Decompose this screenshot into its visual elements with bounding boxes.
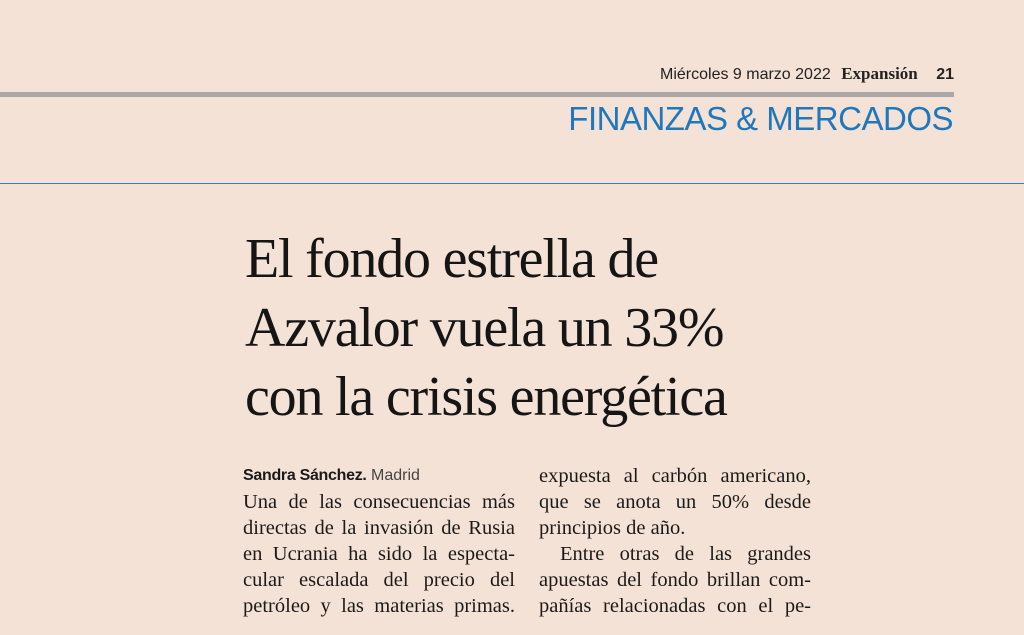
author-name: Sandra Sánchez. — [243, 467, 367, 484]
section-divider — [0, 183, 1024, 184]
body-line: en Ucrania ha sido la especta- — [243, 543, 515, 565]
newspaper-brand: Expansión — [841, 64, 918, 83]
article-column-right — [539, 463, 811, 619]
header-divider — [0, 92, 954, 97]
body-line: pañías relacionadas con el pe- — [539, 595, 811, 617]
body-line: principios de año. — [539, 517, 686, 539]
page-header — [660, 64, 954, 84]
body-line: Entre otras de las grandes — [560, 543, 811, 565]
body-line: apuestas del fondo brillan com- — [539, 569, 811, 591]
body-line: que se anota un 50% desde — [539, 491, 811, 513]
headline-line: Azvalor vuela un 33% — [245, 297, 724, 359]
article-headline — [245, 225, 865, 432]
dateline-location: Madrid — [371, 467, 420, 484]
byline — [243, 463, 515, 489]
page-number: 21 — [936, 66, 954, 83]
body-line: expuesta al carbón americano, — [539, 465, 811, 487]
body-line: directas de la invasión de Rusia — [243, 517, 515, 539]
body-line: petróleo y las materias primas. — [243, 595, 515, 617]
headline-line: El fondo estrella de — [245, 228, 658, 290]
issue-date: Miércoles 9 marzo 2022 — [660, 66, 831, 83]
section-title: FINANZAS & MERCADOS — [568, 100, 953, 137]
body-line: Una de las consecuencias más — [243, 491, 515, 513]
body-line: cular escalada del precio del — [243, 569, 515, 591]
headline-line: con la crisis energética — [245, 366, 727, 428]
article-column-left — [243, 463, 515, 619]
